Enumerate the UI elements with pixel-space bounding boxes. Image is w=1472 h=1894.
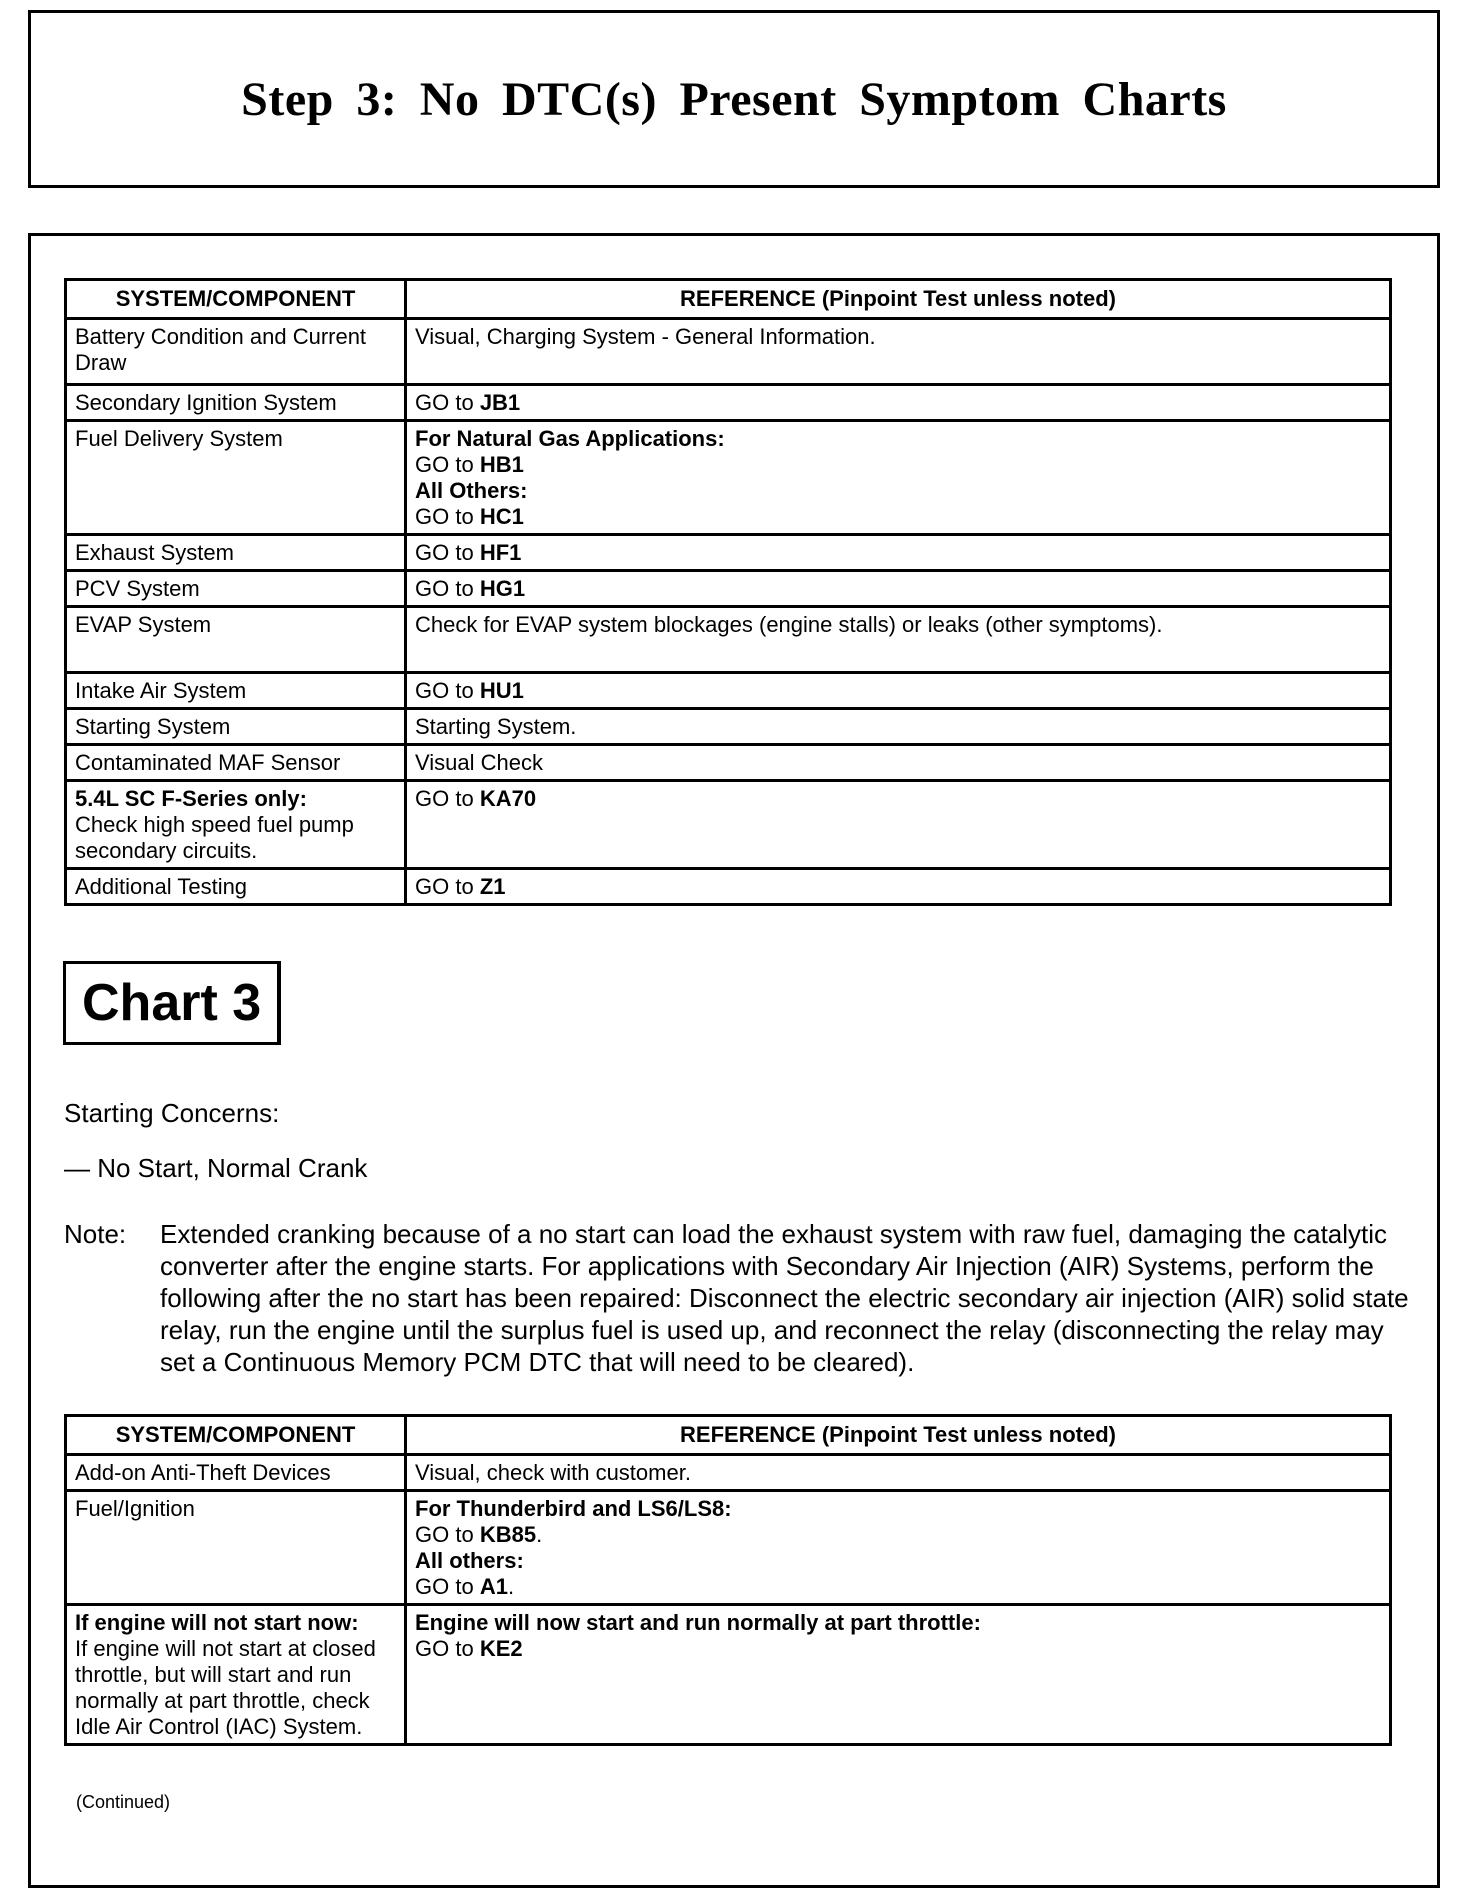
page-title: Step 3: No DTC(s) Present Symptom Charts [241,72,1227,126]
note-label: Note: [64,1219,127,1249]
component-cell: Secondary Ignition System [66,385,406,421]
column-header: REFERENCE (Pinpoint Test unless noted) [406,280,1391,319]
go-to-text: GO to [415,678,474,703]
table-row [66,1455,1391,1491]
reference-cell: Visual, check with customer. [406,1455,1391,1491]
component-text: Check high speed fuel pump secondary circuits. [75,812,354,863]
condition-heading: For Thunderbird and LS6/LS8: [415,1496,732,1521]
chart-heading: Chart 3 [63,961,281,1045]
component-cell: Starting System [66,709,406,745]
concern-item: — No Start, Normal Crank [64,1153,368,1183]
condition-heading: All Others: [415,478,528,503]
table-row [66,1491,1391,1605]
reference-cell [406,571,1391,607]
period: . [507,1574,515,1599]
table-header-row [66,1416,1391,1455]
table-row [66,571,1391,607]
table-row [66,781,1391,869]
column-header: SYSTEM/COMPONENT [66,1416,406,1455]
component-cell: Fuel Delivery System [66,421,406,535]
test-code: Z1 [479,874,506,899]
component-cell: EVAP System [66,607,406,673]
go-to-text: GO to [415,786,474,811]
test-code: KE2 [479,1636,523,1661]
test-code: JB1 [479,390,521,415]
go-to-text: GO to [415,452,474,477]
component-cell: Contaminated MAF Sensor [66,745,406,781]
reference-cell [406,781,1391,869]
test-code: HB1 [479,452,524,477]
go-to-text: GO to [415,1574,474,1599]
go-to-text: GO to [415,1636,474,1661]
component-cell [66,781,406,869]
component-text: If engine will not start at closed throttle, but will start and run normally at part throttle, check Idle Air Control (IAC) System. [75,1636,376,1739]
test-code: HU1 [479,678,524,703]
note-text: Extended cranking because of a no start can load the exhaust system with raw fuel, damaging the catalytic converter after the engine starts. For applications with Secondary Air Injection (AIR) Systems, perform the following after the no start has been repaired: Disconnect the electric secondary air injection (AIR) solid state relay, run the engine until the surplus fuel is used up, and reconnect the relay (disconnecting the relay may set a Continuous Memory PCM DTC that will need to be cleared). [160,1219,1409,1377]
table-row [66,385,1391,421]
go-to-text: GO to [415,540,474,565]
condition-heading: For Natural Gas Applications: [415,426,725,451]
reference-cell [406,421,1391,535]
table-row [66,319,1391,385]
reference-cell [406,385,1391,421]
component-cell: Additional Testing [66,869,406,905]
component-cell [66,1605,406,1745]
reference-cell [406,673,1391,709]
test-code: KB85 [479,1522,537,1547]
test-code: KA70 [479,786,537,811]
component-cell: Fuel/Ignition [66,1491,406,1605]
period: . [536,1522,543,1547]
condition-heading: 5.4L SC F-Series only: [75,786,307,811]
column-header: SYSTEM/COMPONENT [66,280,406,319]
note-block [64,1218,1414,1378]
condition-heading: All others: [415,1548,524,1573]
concerns-label: Starting Concerns: [64,1098,280,1128]
reference-cell: Check for EVAP system blockages (engine stalls) or leaks (other symptoms). [406,607,1391,673]
component-cell: Add-on Anti-Theft Devices [66,1455,406,1491]
reference-cell: Visual, Charging System - General Information. [406,319,1391,385]
component-cell: Intake Air System [66,673,406,709]
table-header-row [66,280,1391,319]
table-row [66,869,1391,905]
table-row [66,607,1391,673]
go-to-text: GO to [415,504,474,529]
component-cell: PCV System [66,571,406,607]
test-code: HG1 [479,576,526,601]
test-code: A1 [479,1574,508,1599]
go-to-text: GO to [415,874,474,899]
table-row [66,1605,1391,1745]
symptom-table-2 [64,1414,1392,1746]
condition-heading: If engine will not start now: [75,1610,359,1635]
title-box [28,10,1440,188]
table-row [66,673,1391,709]
reference-cell [406,869,1391,905]
column-header: REFERENCE (Pinpoint Test unless noted) [406,1416,1391,1455]
table-row [66,745,1391,781]
go-to-text: GO to [415,1522,474,1547]
table-row [66,709,1391,745]
component-cell: Battery Condition and Current Draw [66,319,406,385]
symptom-table-1 [64,278,1392,906]
reference-cell: Visual Check [406,745,1391,781]
test-code: HC1 [479,504,524,529]
reference-cell [406,1491,1391,1605]
table-row [66,421,1391,535]
table-row [66,535,1391,571]
test-code: HF1 [479,540,522,565]
component-cell: Exhaust System [66,535,406,571]
go-to-text: GO to [415,390,474,415]
go-to-text: GO to [415,576,474,601]
reference-cell: Starting System. [406,709,1391,745]
continued-label: (Continued) [76,1792,171,1812]
reference-cell [406,535,1391,571]
reference-cell [406,1605,1391,1745]
condition-heading: Engine will now start and run normally at part throttle: [415,1610,981,1635]
